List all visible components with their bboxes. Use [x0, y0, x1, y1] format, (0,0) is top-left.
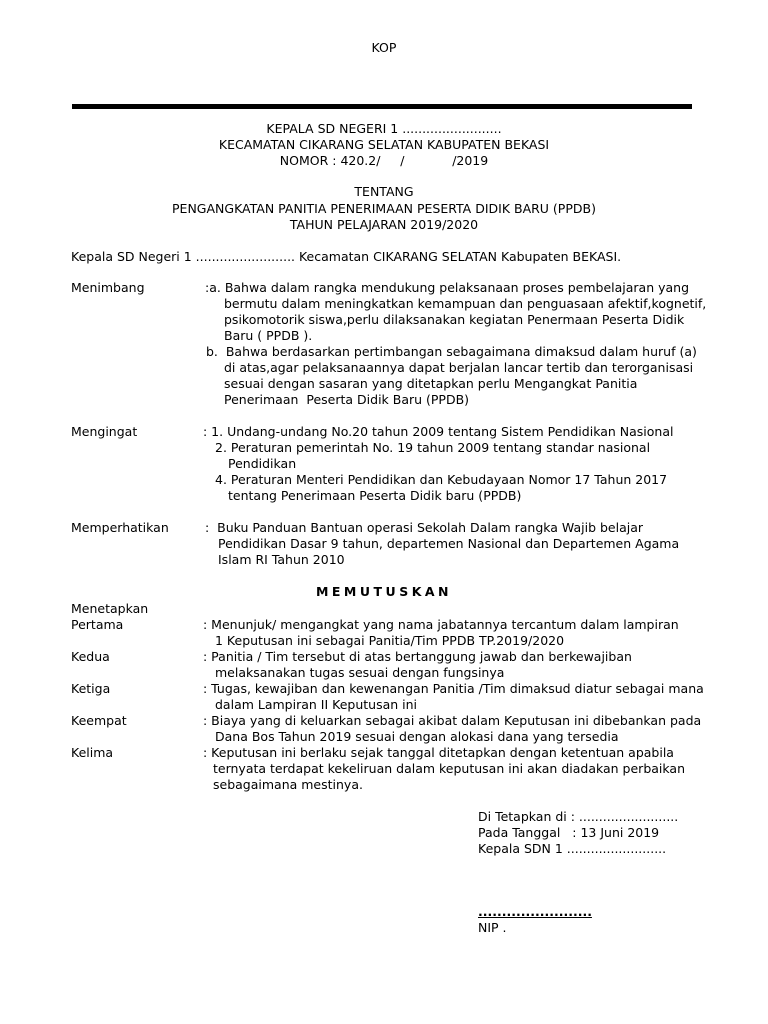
memperhatikan-label: Memperhatikan: [71, 520, 169, 535]
kedua-line: : Panitia / Tim tersebut di atas bertanggung jawab dan berkewajiban: [203, 649, 632, 664]
header-line-2: KECAMATAN CIKARANG SELATAN KABUPATEN BEKASI: [218, 137, 550, 152]
subject-tentang: TENTANG: [354, 184, 414, 199]
signature-ditetapkan: Di Tetapkan di : .........................: [478, 809, 679, 824]
menimbang-line: di atas,agar pelaksanaannya dapat berjalan lancar tertib dan terorganisasi: [224, 360, 694, 375]
mengingat-line: 2. Peraturan pemerintah No. 19 tahun 2009 tentang standar nasional: [215, 440, 651, 455]
memutuskan-heading: MEMUTUSKAN: [315, 584, 453, 599]
menimbang-line: psikomotorik siswa,perlu dilaksanakan kegiatan Penermaan Peserta Didik: [224, 312, 685, 327]
subject-title: PENGANGKATAN PANITIA PENERIMAAN PESERTA DIDIK BARU (PPDB): [172, 201, 596, 216]
mengingat-line: Pendidikan: [228, 456, 297, 471]
kedua-line: melaksanakan tugas sesuai dengan fungsinya: [215, 665, 505, 680]
keempat-label: Keempat: [71, 713, 127, 728]
keempat-line: Dana Bos Tahun 2019 sesuai dengan alokasi dana yang tersedia: [215, 729, 619, 744]
menimbang-line: Penerimaan Peserta Didik Baru (PPDB): [224, 392, 470, 407]
menimbang-line: :a. Bahwa dalam rangka mendukung pelaksanaan proses pembelajaran yang: [205, 280, 690, 295]
menimbang-line: bermutu dalam meningkatkan kemampuan dan penguasaan afektif,kognetif,: [224, 296, 707, 311]
keempat-line: : Biaya yang di keluarkan sebagai akibat dalam Keputusan ini dibebankan pada: [203, 713, 702, 728]
memperhatikan-line: Pendidikan Dasar 9 tahun, departemen Nasional dan Departemen Agama: [218, 536, 680, 551]
pertama-line: : Menunjuk/ mengangkat yang nama jabatannya tercantum dalam lampiran: [203, 617, 679, 632]
menimbang-label: Menimbang: [71, 280, 145, 295]
signature-kepala: Kepala SDN 1 .........................: [478, 841, 667, 856]
menimbang-line: Baru ( PPDB ).: [224, 328, 313, 343]
kedua-label: Kedua: [71, 649, 110, 664]
kelima-line: ternyata terdapat kekeliruan dalam keputusan ini akan diadakan perbaikan: [213, 761, 685, 776]
subject-year: TAHUN PELAJARAN 2019/2020: [289, 217, 479, 232]
memperhatikan-line: Islam RI Tahun 2010: [218, 552, 345, 567]
signature-nip: NIP .: [478, 920, 507, 935]
signature-name: ........................: [478, 904, 592, 919]
mengingat-line: : 1. Undang-undang No.20 tahun 2009 tentang Sistem Pendidikan Nasional: [203, 424, 674, 439]
ketiga-line: dalam Lampiran II Keputusan ini: [215, 697, 418, 712]
pertama-label: Pertama: [71, 617, 124, 632]
intro-text: Kepala SD Negeri 1 ......................... Kecamatan CIKARANG SELATAN Kabupaten BEKASI.: [71, 249, 622, 264]
header-line-1: KEPALA SD NEGERI 1 .........................: [266, 121, 502, 136]
memperhatikan-line: : Buku Panduan Bantuan operasi Sekolah Dalam rangka Wajib belajar: [205, 520, 644, 535]
menimbang-line: sesuai dengan sasaran yang ditetapkan perlu Mengangkat Panitia: [224, 376, 638, 391]
menimbang-line: b. Bahwa berdasarkan pertimbangan sebagaimana dimaksud dalam huruf (a): [206, 344, 697, 359]
kelima-line: : Keputusan ini berlaku sejak tanggal ditetapkan dengan ketentuan apabila: [203, 745, 674, 760]
kelima-line: sebagaimana mestinya.: [213, 777, 363, 792]
signature-tanggal: Pada Tanggal : 13 Juni 2019: [478, 825, 660, 840]
pertama-line: 1 Keputusan ini sebagai Panitia/Tim PPDB TP.2019/2020: [215, 633, 565, 648]
kelima-label: Kelima: [71, 745, 114, 760]
mengingat-line: 4. Peraturan Menteri Pendidikan dan Kebudayaan Nomor 17 Tahun 2017: [215, 472, 668, 487]
kop-text: KOP: [371, 40, 397, 55]
header-rule: [72, 104, 692, 109]
mengingat-label: Mengingat: [71, 424, 138, 439]
header-line-3: NOMOR : 420.2/ / /2019: [279, 153, 489, 168]
ketiga-label: Ketiga: [71, 681, 111, 696]
menetapkan-label: Menetapkan: [71, 601, 149, 616]
ketiga-line: : Tugas, kewajiban dan kewenangan Panitia /Tim dimaksud diatur sebagai mana: [203, 681, 704, 696]
mengingat-line: tentang Penerimaan Peserta Didik baru (PPDB): [228, 488, 522, 503]
